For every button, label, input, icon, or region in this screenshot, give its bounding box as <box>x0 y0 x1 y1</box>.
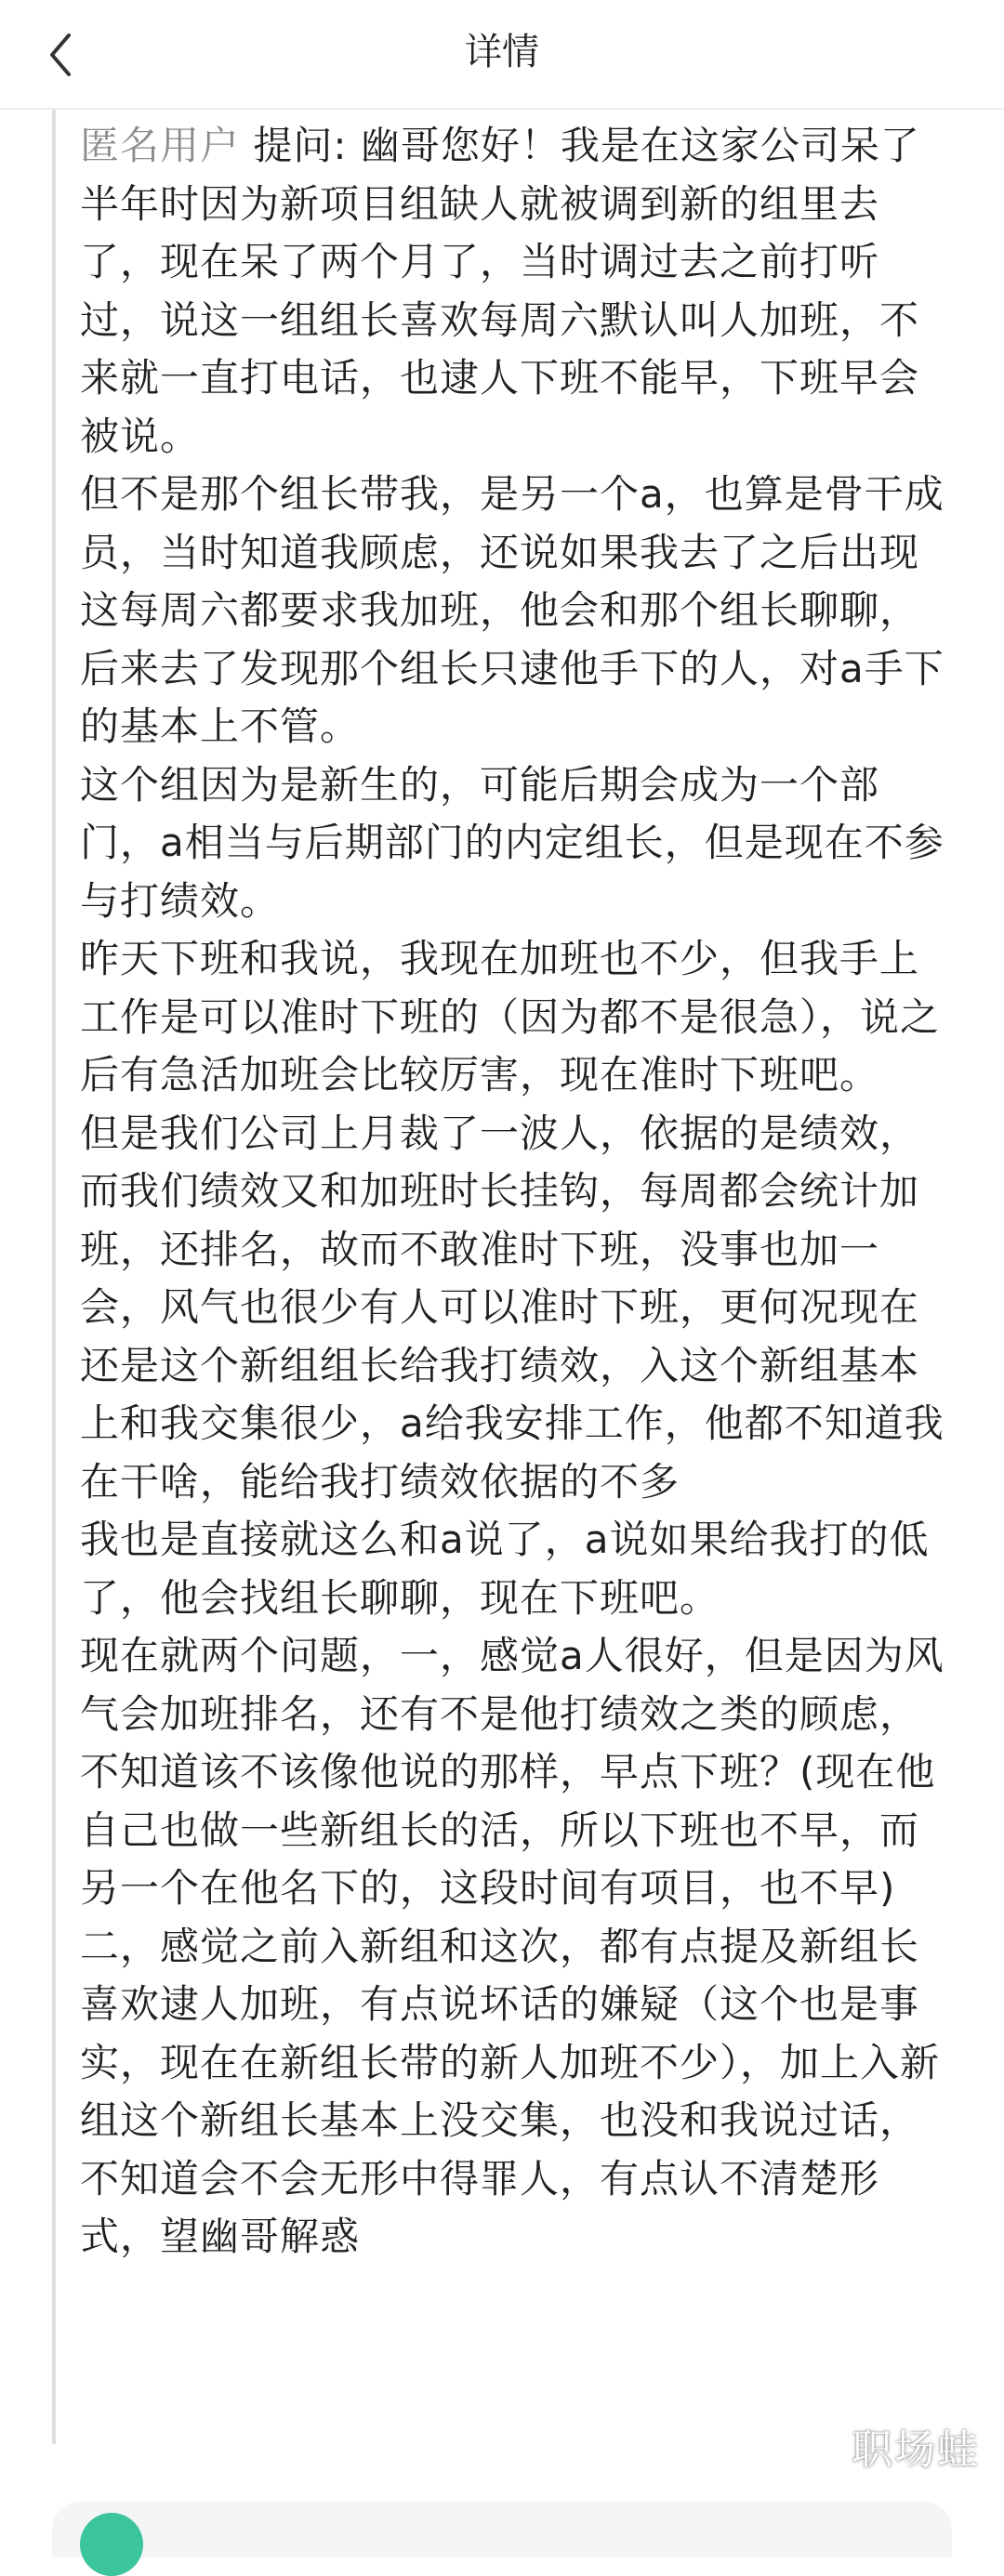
navigation-bar <box>0 0 1004 110</box>
page-title: 详情 <box>465 31 539 73</box>
avatar[interactable] <box>80 2513 143 2576</box>
post-paragraph: 我也是直接就这么和a说了，a说如果给我打的低了，他会找组长聊聊，现在下班吧。 <box>80 1517 930 1621</box>
bottom-bar <box>52 2502 952 2557</box>
post-paragraph: 现在就两个问题，一，感觉a人很好，但是因为风气会加班排名，还有不是他打绩效之类的顾虑，不知道该不该像他说的那样，早点下班？(现在他自己也做一些新组长的活，所以下班也不早，而另一个在他名下的，这段时间有项目，也不早) <box>80 1633 945 1911</box>
paragraph-text: 幽哥您好！我是在这家公司呆了半年时因为新项目组缺人就被调到新的组里去了，现在呆了两个月了，当时调过去之前打听过，说这一组组长喜欢每周六默认叫人加班，不来就一直打电话，也逮人下班不能早，下班早会被说。 <box>80 123 920 459</box>
post-paragraph: 这个组因为是新生的，可能后期会成为一个部门，a相当与后期部门的内定组长，但是现在不参与打绩效。 <box>80 761 945 924</box>
question-label: 提问: <box>253 123 348 168</box>
post-content <box>0 110 1004 2451</box>
post-paragraph: 但不是那个组长带我，是另一个a，也算是骨干成员，当时知道我顾虑，还说如果我去了之后出现这每周六都要求我加班，他会和那个组长聊聊，后来去了发现那个组长只逮他手下的人，对a手下的基本上不管。 <box>80 471 945 749</box>
post-paragraph <box>80 117 945 466</box>
quote-bar <box>52 110 56 2444</box>
question-post <box>80 117 945 2267</box>
author-name[interactable]: 匿名用户 <box>80 123 241 168</box>
post-paragraph: 昨天下班和我说，我现在加班也不少，但我手上工作是可以准时下班的（因为都不是很急），说之后有急活加班会比较厉害，现在准时下班吧。 <box>80 936 941 1097</box>
post-paragraph: 二，感觉之前入新组和这次，都有点提及新组长喜欢逮人加班，有点说坏话的嫌疑（这个也是事实，现在在新组长带的新人加班不少），加上入新组这个新组长基本上没交集，也没和我说过话，不知道会不会无形中得罪人，有点认不清楚形式，望幽哥解惑 <box>80 1923 941 2259</box>
post-paragraph: 但是我们公司上月裁了一波人，依据的是绩效，而我们绩效又和加班时长挂钩，每周都会统计加班，还排名，故而不敢准时下班，没事也加一会，风气也很少有人可以准时下班，更何况现在还是这个新组组长给我打绩效，入这个新组基本上和我交集很少，a给我安排工作，他都不知道我在干啥，能给我打绩效依据的不多 <box>80 1110 945 1505</box>
watermark: 职场蛙 <box>852 2426 980 2474</box>
